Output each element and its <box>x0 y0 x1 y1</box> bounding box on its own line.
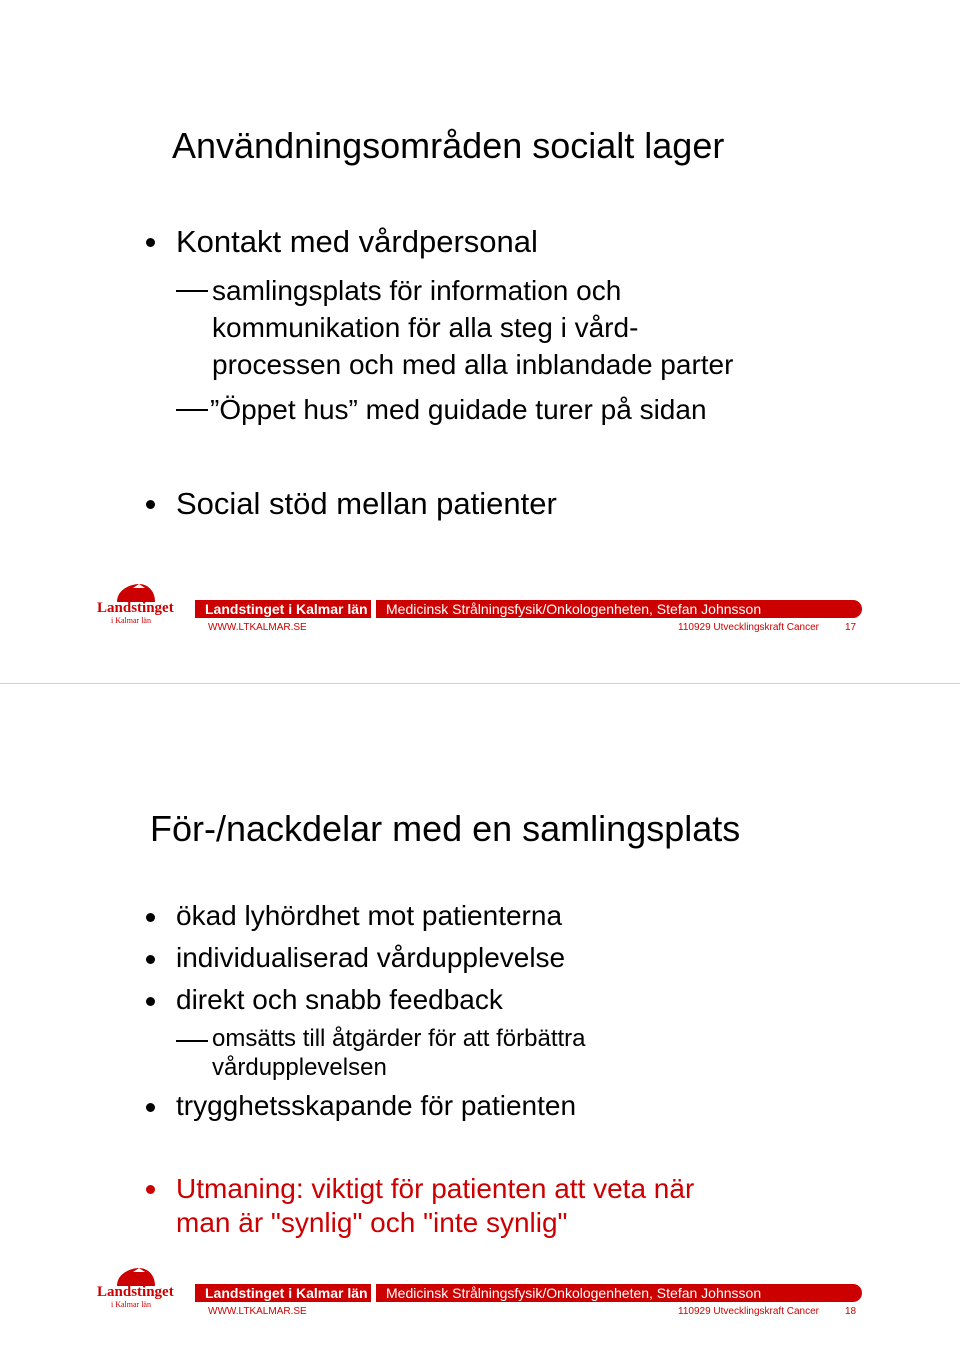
sub-bullet-line: vårdupplevelsen <box>212 1054 387 1081</box>
org-name: Landstinget i Kalmar län <box>205 1285 368 1301</box>
footer-meta: 110929 Utvecklingskraft Cancer <box>678 1306 819 1317</box>
slide-17 <box>0 0 960 683</box>
svg-text:i Kalmar län: i Kalmar län <box>111 1300 151 1309</box>
page-number: 18 <box>845 1306 857 1317</box>
footer-meta: 110929 Utvecklingskraft Cancer <box>678 622 819 633</box>
bullet-icon <box>146 955 155 964</box>
sub-bullet-line: processen och med alla inblandade parter <box>212 349 734 380</box>
landstinget-logo-icon <box>95 1266 175 1311</box>
dept-bar <box>376 600 862 618</box>
dept-name: Medicinsk Strålningsfysik/Onkologenheten, Stefan Johnsson <box>386 1285 762 1301</box>
sub-bullet-line: omsätts till åtgärder för att förbättra <box>212 1025 586 1052</box>
dash-icon <box>176 290 208 292</box>
slide-footer <box>0 1266 960 1326</box>
bullet-item: trygghetsskapande för patienten <box>176 1090 577 1121</box>
svg-text:Landstinget: Landstinget <box>97 600 174 616</box>
bullet-item: Kontakt med vårdpersonal <box>176 224 538 259</box>
bullet-item: Social stöd mellan patienter <box>176 486 557 521</box>
svg-text:Landstinget: Landstinget <box>97 1284 174 1300</box>
challenge-line: man är "synlig" och "inte synlig" <box>176 1207 568 1238</box>
dept-name: Medicinsk Strålningsfysik/Onkologenheten, Stefan Johnsson <box>386 601 762 617</box>
bullet-icon <box>146 500 155 509</box>
org-bar <box>195 600 371 618</box>
sub-bullet-line: kommunikation för alla steg i vård- <box>212 312 639 343</box>
bullet-icon <box>146 1185 155 1194</box>
bullet-item: ökad lyhördhet mot patienterna <box>176 900 563 931</box>
bullet-icon <box>146 238 155 247</box>
dept-bar <box>376 1284 862 1302</box>
dash-icon <box>176 1040 208 1042</box>
footer-url[interactable]: WWW.LTKALMAR.SE <box>208 1306 307 1317</box>
slide-footer <box>0 582 960 642</box>
challenge-line: Utmaning: viktigt för patienten att veta när <box>176 1173 695 1204</box>
slide-18 <box>0 684 960 1367</box>
bullet-icon <box>146 913 155 922</box>
bullet-icon <box>146 997 155 1006</box>
bullet-item: individualiserad vårdupplevelse <box>176 942 566 973</box>
org-name: Landstinget i Kalmar län <box>205 601 368 617</box>
landstinget-logo-icon <box>95 582 175 627</box>
page-number: 17 <box>845 622 857 633</box>
bullet-item: direkt och snabb feedback <box>176 984 503 1015</box>
svg-text:i Kalmar län: i Kalmar län <box>111 616 151 625</box>
sub-bullet-line: ”Öppet hus” med guidade turer på sidan <box>210 394 707 425</box>
bullet-icon <box>146 1103 155 1112</box>
sub-bullet-line: samlingsplats för information och <box>212 275 622 306</box>
dash-icon <box>176 409 208 411</box>
slide-title: För-/nackdelar med en samlingsplats <box>150 808 741 849</box>
slide-title: Användningsområden socialt lager <box>172 125 725 166</box>
org-bar <box>195 1284 371 1302</box>
footer-url[interactable]: WWW.LTKALMAR.SE <box>208 622 307 633</box>
